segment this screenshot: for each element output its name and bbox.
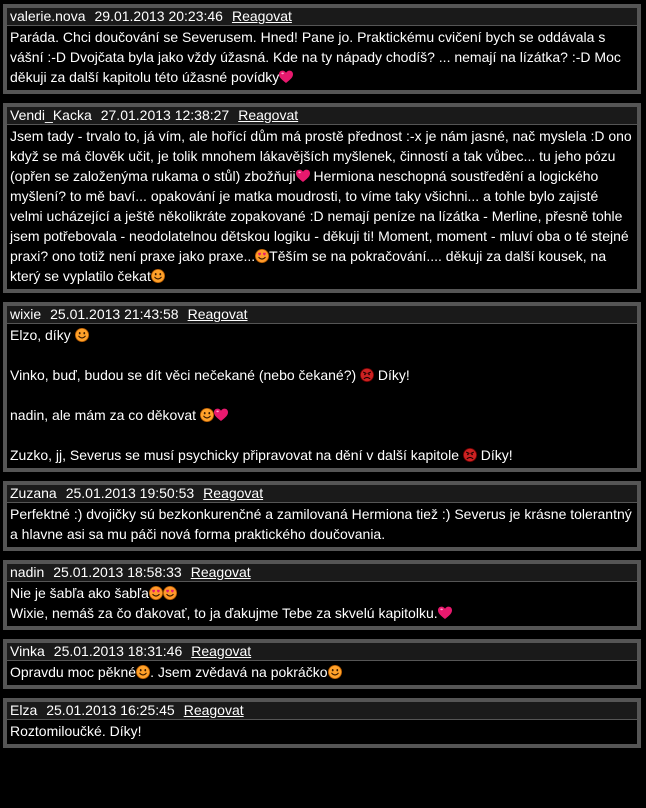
comment-wixie: [3, 302, 641, 472]
comment-text: Roztomiloučké. Díky!: [10, 723, 142, 739]
comment-header: [7, 643, 637, 661]
smiley-emoticon-icon: [328, 664, 342, 680]
smiley-emoticon-icon: [151, 268, 165, 284]
comment-text: Wixie, nemáš za čo ďakovať, to ja ďakujme Tebe za skvelú kapitolku.: [10, 605, 438, 621]
comment-text: . Jsem zvědavá na pokráčko: [150, 664, 328, 680]
reply-link[interactable]: Reagovat: [190, 564, 251, 580]
comment-date: 27.01.2013 12:38:27: [100, 107, 230, 123]
comment-author: Vinka: [10, 643, 45, 659]
comment-body: [7, 324, 637, 468]
comment-paragraph: [10, 721, 634, 741]
comment-header: [7, 306, 637, 324]
comment-author: valerie.nova: [10, 8, 86, 24]
comment-vendi-kacka: [3, 103, 641, 293]
reply-link[interactable]: Reagovat: [203, 485, 264, 501]
comment-header: [7, 485, 637, 503]
comment-paragraph: [10, 405, 634, 425]
comment-paragraph: [10, 662, 634, 682]
reply-link[interactable]: Reagovat: [231, 8, 292, 24]
comment-zuzana: [3, 481, 641, 551]
angry-emoticon-icon: [463, 447, 477, 463]
comment-paragraph: [10, 365, 634, 385]
reply-link[interactable]: Reagovat: [191, 643, 252, 659]
comment-paragraph: [10, 126, 634, 286]
comment-text: Zuzko, jj, Severus se musí psychicky připravovat na dění v další kapitole: [10, 447, 463, 463]
comment-text: Těším se na pokračování.... děkuji za další kousek, na který se vyplatilo čekat: [10, 248, 607, 284]
reply-link[interactable]: Reagovat: [187, 306, 248, 322]
in-love-emoticon-icon: [163, 585, 177, 601]
comment-text: Hermiona neschopná soustředění a logického myšlení? to mě baví... opakování je matka moudrosti, to víme taky všichni... a tohle bylo zajisté velmi ucházející a ještě několikráte zopakované :D nemají peníze na lízátka - Merline, přesně tohle jsem potřebovala - neodolatelnou dětskou logiku - děkuji ti! Moment, moment - mluví oba o té stejné praxi? ono totiž není praxe jako praxe...: [10, 168, 629, 264]
comment-date: 29.01.2013 20:23:46: [94, 8, 223, 24]
comment-header: [7, 8, 637, 26]
angry-emoticon-icon: [360, 367, 374, 383]
comment-date: 25.01.2013 18:31:46: [53, 643, 183, 659]
comment-author: Zuzana: [10, 485, 57, 501]
comment-text: Díky!: [374, 367, 410, 383]
comment-header: [7, 564, 637, 582]
comment-text: nadin, ale mám za co děkovat: [10, 407, 200, 423]
comment-author: nadin: [10, 564, 45, 580]
comment-text: Perfektné :) dvojičky sú bezkonkurenčné a zamilovaná Hermiona tiež :) Severus je krásne tolerantný a hlavne asi sa mu páči nová forma praktického doučovania.: [10, 506, 632, 542]
comment-paragraph: [10, 603, 634, 623]
smiley-emoticon-icon: [75, 327, 89, 343]
comment-author: Elza: [10, 702, 38, 718]
comment-paragraph: [10, 445, 634, 465]
comment-text: Opravdu moc pěkné: [10, 664, 137, 680]
comment-vinka: [3, 639, 641, 689]
heart-emoticon-icon: [296, 168, 310, 184]
smiley-emoticon-icon: [200, 407, 214, 423]
heart-emoticon-icon: [438, 605, 452, 621]
comment-header: [7, 702, 637, 720]
comment-paragraph: [10, 504, 634, 544]
comment-text: Nie je šabľa ako šabľa: [10, 585, 149, 601]
comment-date: 25.01.2013 19:50:53: [65, 485, 195, 501]
in-love-emoticon-icon: [255, 248, 269, 264]
in-love-emoticon-icon: [149, 585, 163, 601]
comment-author: wixie: [10, 306, 42, 322]
comment-elza: [3, 698, 641, 748]
comment-author: Vendi_Kacka: [10, 107, 92, 123]
comment-body: [7, 503, 637, 547]
comment-date: 25.01.2013 21:43:58: [50, 306, 179, 322]
reply-link[interactable]: Reagovat: [183, 702, 244, 718]
comment-body: [7, 661, 637, 685]
comment-valerie-nova: [3, 4, 641, 94]
comment-nadin: [3, 560, 641, 630]
comment-text: Díky!: [476, 447, 513, 463]
comment-text: Jsem tady - trvalo to, já vím, ale hořící dům má prostě přednost :-x je nám jasné, nač myslela :D ono když se má člověk učit, je tolik mnohem lákavějších myšlenek, činností a tak vůbec... tu jeho pózu (opřen se založenýma rukama o stůl) zbožňuji: [10, 128, 632, 184]
comment-body: [7, 582, 637, 626]
comment-paragraph: [10, 325, 634, 345]
comment-date: 25.01.2013 18:58:33: [53, 564, 182, 580]
comment-body: [7, 26, 637, 90]
heart-emoticon-icon: [279, 69, 293, 85]
comment-paragraph: [10, 27, 634, 87]
comment-paragraph: [10, 583, 634, 603]
comment-date: 25.01.2013 16:25:45: [46, 702, 175, 718]
smiley-emoticon-icon: [136, 664, 150, 680]
heart-emoticon-icon: [214, 407, 228, 423]
comment-header: [7, 107, 637, 125]
comment-text: Vinko, buď, budou se dít věci nečekané (nebo čekané?): [10, 367, 361, 383]
comment-text: Paráda. Chci doučování se Severusem. Hned! Pane jo. Praktickému cvičení bych se oddávala s vášní :-D Dvojčata byla jako vždy úžasná. Kde na ty nápady chodíš? ... nemají na lízátka? :-D Moc děkuji za další kapitolu této úžasné povídky: [10, 29, 621, 85]
reply-link[interactable]: Reagovat: [238, 107, 299, 123]
comment-body: [7, 125, 637, 289]
comment-text: Elzo, díky: [10, 327, 75, 343]
comment-body: [7, 720, 637, 744]
